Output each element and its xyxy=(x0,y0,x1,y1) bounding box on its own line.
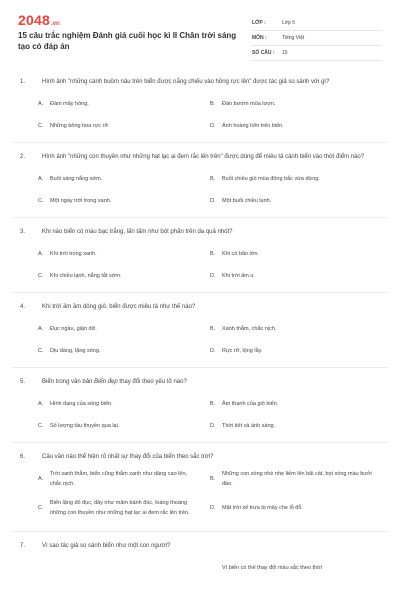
answer-options xyxy=(0,243,400,287)
answer-options xyxy=(0,318,400,362)
answer-letter: C. xyxy=(38,273,44,279)
answer-letter: D. xyxy=(210,348,216,354)
answer-text: Xanh thẳm, chắc nịch. xyxy=(222,326,277,332)
answer-text: Buổi chiều gió mùa đông bắc vừa dừng. xyxy=(222,176,320,182)
answer-options xyxy=(0,557,400,579)
answer-option-c[interactable] xyxy=(38,490,210,526)
meta-row-count xyxy=(252,46,382,61)
answer-text: Trời xanh thẳm, biển cũng thẳm xanh như dâng cao lên, chắc nịch. xyxy=(50,471,188,487)
answer-letter: D. xyxy=(210,505,216,511)
answer-text: Thời tiết và ánh sáng. xyxy=(222,423,276,429)
answer-letter: D. xyxy=(210,198,216,204)
answer-text: Mặt trời xế trưa bị mây che lỗ đỗ. xyxy=(222,505,303,511)
answer-option-d[interactable] xyxy=(210,340,382,362)
answer-option-c[interactable] xyxy=(38,340,210,362)
question-6 xyxy=(0,451,400,526)
question-5 xyxy=(0,376,400,437)
question-list xyxy=(0,76,400,579)
answer-option-d[interactable] xyxy=(210,415,382,437)
answer-option-d[interactable] xyxy=(210,115,382,137)
question-4 xyxy=(0,301,400,362)
answer-text: Một buổi chiều lạnh. xyxy=(222,198,272,204)
question-text-part: thay đổi theo yếu tố nào? xyxy=(117,379,187,385)
document-title: 15 câu trắc nghiệm Đánh giá cuối học kì II Chân trời sáng tạo có đáp án xyxy=(18,31,237,51)
logo-text: 2048 xyxy=(18,12,50,28)
answer-letter: B. xyxy=(210,326,216,332)
answer-letter: D. xyxy=(210,123,216,129)
answer-text: Ánh hoàng hôn trên biển. xyxy=(222,123,284,129)
answer-option-a[interactable] xyxy=(38,557,210,579)
answer-option-b[interactable] xyxy=(210,468,382,490)
meta-value: 15 xyxy=(282,50,288,56)
answer-text: Vì biển có thể thay đổi màu sắc theo thời xyxy=(222,565,322,571)
document-header xyxy=(0,0,400,58)
answer-letter: D. xyxy=(210,423,216,429)
answer-letter: C. xyxy=(38,348,44,354)
question-2 xyxy=(0,151,400,212)
answer-text: Rực rỡ, lộng lẫy. xyxy=(222,348,263,354)
question-number: 2. xyxy=(20,154,26,160)
answer-option-b[interactable] xyxy=(210,168,382,190)
question-number: 4. xyxy=(20,304,26,310)
answer-text: Biển lặng đỏ đục, đầy như mâm bánh đúc, loáng thoáng những con thuyền như những hạt lạc ai đem rắc lên trên. xyxy=(50,500,190,516)
meta-value: Tiếng Việt xyxy=(282,35,305,41)
answer-text: Khi trời ấm u. xyxy=(222,273,255,279)
answer-letter: A. xyxy=(38,401,44,407)
answer-letter: A. xyxy=(38,476,44,482)
answer-text: Khi chiều lạnh, nắng tắt sớm. xyxy=(50,273,122,279)
question-number: 5. xyxy=(20,379,26,385)
answer-option-a[interactable] xyxy=(38,468,210,490)
answer-text: Những con sóng nhè nhẹ liếm lên bãi cát, bọt sóng màu bưởi đào. xyxy=(222,471,372,487)
answer-text: Đám mây hồng. xyxy=(50,101,89,107)
meta-label: MÔN : xyxy=(252,35,267,41)
answer-options xyxy=(0,393,400,437)
question-text: Hình ảnh "những con thuyền như những hạt lạc ai đem rắc lên trên" được dùng để miêu tả cảnh biển vào thời điểm nào? xyxy=(42,154,365,160)
answer-option-a[interactable] xyxy=(38,318,210,340)
answer-option-d[interactable] xyxy=(210,190,382,212)
answer-text: Đàn bướm múa lượn. xyxy=(222,101,276,107)
answer-letter: A. xyxy=(38,326,44,332)
meta-row-subject xyxy=(252,31,382,46)
question-number: 3. xyxy=(20,229,26,235)
meta-row-class xyxy=(252,16,382,31)
answer-letter: D. xyxy=(210,273,216,279)
answer-text: Khi có bão lớn. xyxy=(222,251,259,257)
answer-text: Một ngày trời trong xanh. xyxy=(50,198,112,204)
answer-options xyxy=(0,168,400,212)
divider xyxy=(12,531,388,532)
answer-option-b[interactable] xyxy=(210,93,382,115)
answer-letter: B. xyxy=(210,476,216,482)
divider xyxy=(12,367,388,368)
question-text-part: Biển trong văn bản xyxy=(42,379,95,385)
answer-option-a[interactable] xyxy=(38,393,210,415)
answer-text: Dịu dàng, lặng sóng. xyxy=(50,348,101,354)
question-text xyxy=(42,376,382,388)
question-3 xyxy=(0,226,400,287)
meta-label: SỐ CÂU : xyxy=(252,50,275,56)
answer-text: Những bông hoa rực rỡ. xyxy=(50,123,110,129)
answer-letter: A. xyxy=(38,176,44,182)
divider xyxy=(12,442,388,443)
meta-label: LỚP : xyxy=(252,20,266,26)
answer-letter: A. xyxy=(38,251,44,257)
answer-option-a[interactable] xyxy=(38,93,210,115)
logo-suffix: .vn xyxy=(50,21,60,27)
site-logo[interactable] xyxy=(18,12,60,28)
meta-value: Lớp 5 xyxy=(282,20,296,26)
answer-letter: B. xyxy=(210,176,216,182)
answer-option-c[interactable] xyxy=(38,415,210,437)
answer-option-a[interactable] xyxy=(38,168,210,190)
question-number: 7. xyxy=(20,543,26,549)
answer-letter: B. xyxy=(210,251,216,257)
divider xyxy=(12,142,388,143)
answer-option-d[interactable] xyxy=(210,265,382,287)
question-text-emphasis: Biển đẹp xyxy=(94,379,118,385)
answer-text: Đục ngầu, giận dữ. xyxy=(50,326,97,332)
question-number: 6. xyxy=(20,454,26,460)
answer-letter: C. xyxy=(38,423,44,429)
answer-text: Buổi sáng nắng sớm. xyxy=(50,176,103,182)
answer-text: Khi trời trong xanh. xyxy=(50,251,97,257)
answer-options xyxy=(0,468,400,526)
answer-letter: C. xyxy=(38,123,44,129)
question-text: Khi nào biển có màu bạc trắng, lấn tấm như bột phấn trên da quả nhót? xyxy=(42,229,233,235)
question-7 xyxy=(0,540,400,579)
answer-letter: C. xyxy=(38,505,44,511)
answer-option-d[interactable] xyxy=(210,490,382,526)
answer-options xyxy=(0,93,400,137)
answer-text: Âm thanh của gió biển. xyxy=(222,401,279,407)
question-text: Hình ảnh "những cánh buồm nâu trên biển được nắng chiếu vào hồng rực lên" được tác giả so sánh với gì? xyxy=(42,79,330,85)
answer-option-b[interactable] xyxy=(210,557,382,579)
answer-option-c[interactable] xyxy=(38,190,210,212)
document-meta xyxy=(252,16,382,61)
divider xyxy=(12,292,388,293)
answer-letter: A. xyxy=(38,101,44,107)
divider xyxy=(12,217,388,218)
answer-option-b[interactable] xyxy=(210,243,382,265)
answer-option-c[interactable] xyxy=(38,265,210,287)
answer-option-b[interactable] xyxy=(210,318,382,340)
answer-letter: B. xyxy=(210,101,216,107)
answer-text: Hình dạng của sóng biển. xyxy=(50,401,113,407)
question-text: Vì sao tác giả so sánh biển như một con người? xyxy=(42,543,171,549)
question-number: 1. xyxy=(20,79,26,85)
question-text: Câu văn nào thể hiện rõ nhất sự thay đổi của biển theo sắc trời? xyxy=(42,454,214,460)
question-text: Khi trời ầm ầm dông gió, biển được miêu tả như thế nào? xyxy=(42,304,196,310)
answer-option-b[interactable] xyxy=(210,393,382,415)
answer-letter: B. xyxy=(210,401,216,407)
answer-letter: C. xyxy=(38,198,44,204)
question-1 xyxy=(0,76,400,137)
answer-option-a[interactable] xyxy=(38,243,210,265)
answer-text: Số lượng tàu thuyền qua lại. xyxy=(50,423,120,429)
answer-option-c[interactable] xyxy=(38,115,210,137)
